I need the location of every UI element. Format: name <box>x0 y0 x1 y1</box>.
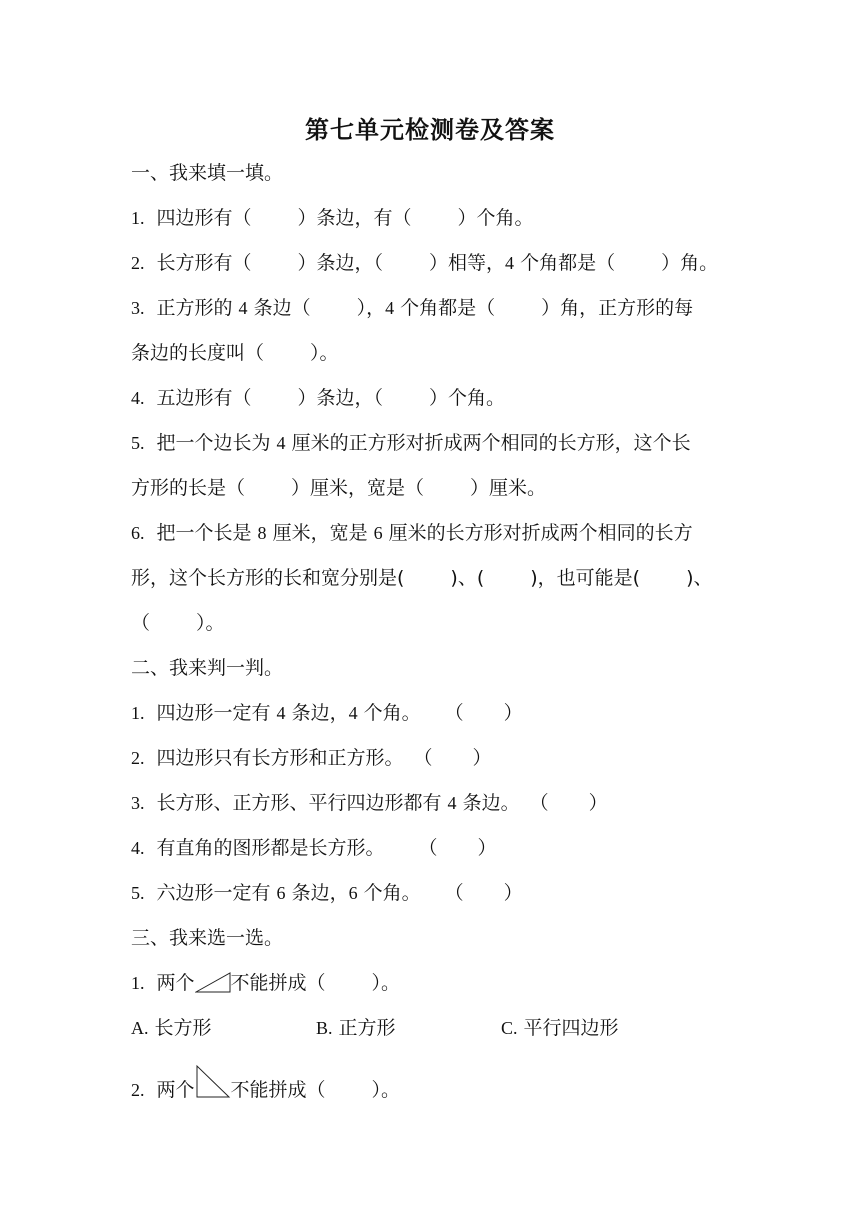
question-text: 不能拼成（ <box>230 972 326 994</box>
question-number: 4. <box>131 838 145 858</box>
s2-question-5 <box>131 879 523 907</box>
s1-question-6-line3 <box>131 609 225 637</box>
s1-question-1 <box>131 204 534 232</box>
s1-question-4 <box>131 384 505 412</box>
question-text: ）角，正方形的每 <box>541 297 694 319</box>
question-text: ）。 <box>371 972 401 994</box>
number-text: 4 <box>447 793 457 813</box>
question-text: 条边， <box>285 882 349 904</box>
question-text: )、( <box>450 567 485 589</box>
question-text: 厘米的长方形对折成两个相同的长方 <box>382 522 693 544</box>
judge-bracket-close: ） <box>588 792 608 814</box>
section2-heading: 二、我来判一判。 <box>131 657 284 679</box>
number-text: 8 <box>257 523 267 543</box>
judge-bracket-open: （ <box>444 702 464 724</box>
question-text: ）。 <box>371 1079 401 1101</box>
question-text: 四边形有（ <box>156 207 252 229</box>
section3-heading: 三、我来选一选。 <box>131 927 284 949</box>
question-text: 两个 <box>156 1079 195 1101</box>
question-text: 长方形、正方形、平行四边形都有 <box>156 792 448 814</box>
judge-bracket-close: ） <box>503 702 523 724</box>
question-text: )、 <box>686 567 713 589</box>
question-number: 2. <box>131 748 145 768</box>
s1-question-6-line2 <box>131 564 713 592</box>
question-text: 两个 <box>156 972 195 994</box>
question-text: ）， <box>356 297 386 319</box>
question-text: 有直角的图形都是长方形。 <box>156 837 385 859</box>
s2-question-2 <box>131 744 492 772</box>
s1-question-3-line2 <box>131 339 339 367</box>
judge-bracket-open: （ <box>418 837 438 859</box>
question-text: ）角。 <box>661 252 719 274</box>
question-text: 六边形一定有 <box>156 882 277 904</box>
s1-question-5 <box>131 429 691 457</box>
number-text: 6 <box>276 883 286 903</box>
page-title: 第七单元检测卷及答案 <box>305 116 555 144</box>
question-text: 四边形只有长方形和正方形。 <box>156 747 404 769</box>
question-text: ）个角。 <box>429 387 506 409</box>
judge-bracket-open: （ <box>444 882 464 904</box>
number-text: 4 <box>348 703 358 723</box>
question-text: 正方形的 <box>156 297 239 319</box>
option-text: 正方形 <box>332 1017 396 1039</box>
question-number: 3. <box>131 298 145 318</box>
number-text: 4 <box>276 703 286 723</box>
option-c[interactable] <box>501 1014 619 1042</box>
number-text: 6 <box>348 883 358 903</box>
question-number: 2. <box>131 253 145 273</box>
question-text: 个角。 <box>357 882 421 904</box>
option-letter: C. <box>501 1018 518 1038</box>
s3-question-2 <box>131 1064 400 1104</box>
question-number: 1. <box>131 208 145 228</box>
question-text: ）相等， <box>429 252 506 274</box>
s2-question-3 <box>131 789 608 817</box>
question-number: 1. <box>131 973 145 993</box>
question-text: 把一个长是 <box>156 522 258 544</box>
option-a[interactable] <box>131 1014 212 1042</box>
question-number: 4. <box>131 388 145 408</box>
question-text: （ <box>131 612 151 634</box>
question-number: 5. <box>131 433 145 453</box>
question-text: 厘米，宽是 <box>266 522 374 544</box>
question-text: 条边的长度叫（ <box>131 342 265 364</box>
question-text: 把一个边长为 <box>156 432 277 454</box>
question-text: 长方形有（ <box>156 252 252 274</box>
s2-question-1 <box>131 699 523 727</box>
number-text: 4 <box>385 298 395 318</box>
question-text: ）厘米。 <box>470 477 547 499</box>
question-text: ）。 <box>196 612 225 634</box>
s1-question-3 <box>131 294 693 322</box>
question-text: ）条边，有（ <box>297 207 412 229</box>
question-text: ）条边，（ <box>297 387 384 409</box>
option-text: 长方形 <box>148 1017 212 1039</box>
question-text: 形，这个长方形的长和宽分别是( <box>131 567 405 589</box>
option-letter: A. <box>131 1018 149 1038</box>
judge-bracket-close: ） <box>472 747 492 769</box>
question-number: 6. <box>131 523 145 543</box>
s1-question-2 <box>131 249 718 277</box>
question-text: 厘米的正方形对折成两个相同的长方形，这个长 <box>285 432 691 454</box>
right-triangle-figure <box>195 1064 231 1100</box>
question-text: 四边形一定有 <box>156 702 277 724</box>
question-text: ）。 <box>310 342 339 364</box>
question-text: ）条边，（ <box>297 252 384 274</box>
option-text: 平行四边形 <box>517 1017 619 1039</box>
s3-question-1 <box>131 969 400 997</box>
obtuse-triangle-figure <box>195 971 231 995</box>
question-text: ）个角。 <box>457 207 534 229</box>
question-text: 不能拼成（ <box>230 1079 326 1101</box>
question-text: 条边（ <box>247 297 311 319</box>
number-text: 4 <box>276 433 286 453</box>
number-text: 6 <box>373 523 383 543</box>
question-text: ）厘米，宽是（ <box>291 477 425 499</box>
question-text: 个角。 <box>357 702 421 724</box>
question-number: 3. <box>131 793 145 813</box>
question-text: 条边， <box>285 702 349 724</box>
question-number: 2. <box>131 1080 145 1100</box>
option-letter: B. <box>316 1018 333 1038</box>
number-text: 4 <box>505 253 515 273</box>
number-text: 4 <box>238 298 248 318</box>
question-text: 方形的长是（ <box>131 477 246 499</box>
question-text: )，也可能是( <box>530 567 641 589</box>
question-text: 个角都是（ <box>514 252 616 274</box>
section1-heading: 一、我来填一填。 <box>131 162 284 184</box>
s2-question-4 <box>131 834 497 862</box>
question-text: 五边形有（ <box>156 387 252 409</box>
judge-bracket-open: （ <box>413 747 433 769</box>
s1-question-6 <box>131 519 693 547</box>
judge-bracket-close: ） <box>477 837 497 859</box>
question-number: 5. <box>131 883 145 903</box>
option-b[interactable] <box>316 1014 396 1042</box>
question-text: 个角都是（ <box>394 297 496 319</box>
question-number: 1. <box>131 703 145 723</box>
judge-bracket-close: ） <box>503 882 523 904</box>
judge-bracket-open: （ <box>529 792 549 814</box>
question-text: 条边。 <box>456 792 520 814</box>
s1-question-5-line2 <box>131 474 546 502</box>
